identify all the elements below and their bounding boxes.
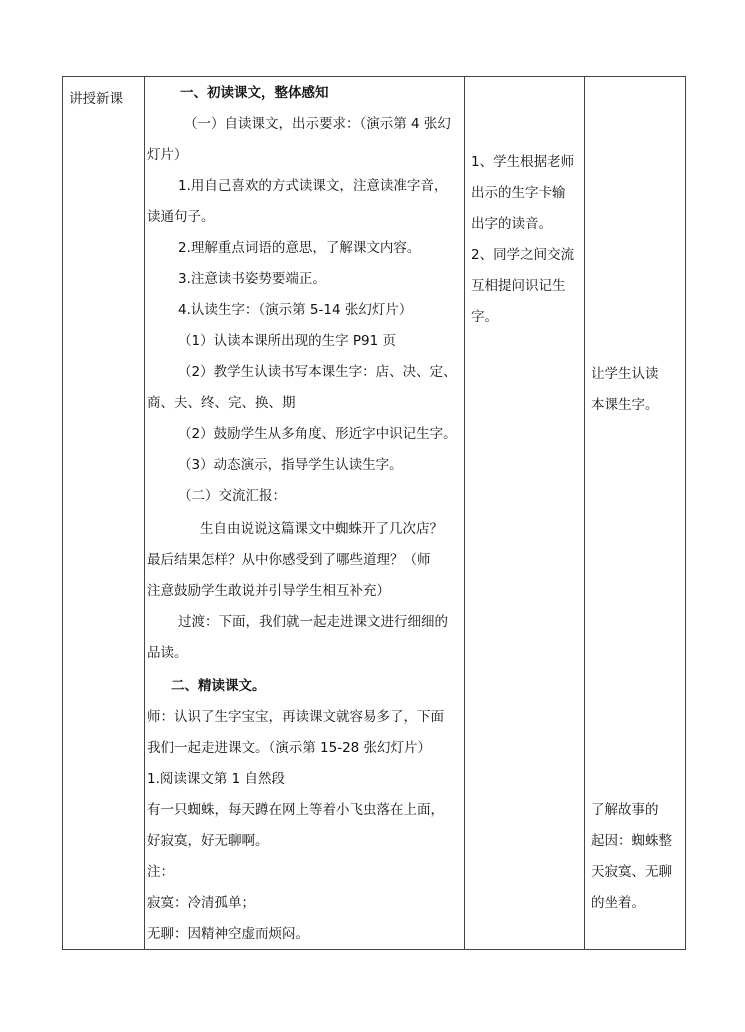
content-line: 过渡：下面，我们就一起走进课文进行细细的 [178, 614, 448, 630]
content-line: 注： [147, 864, 174, 880]
content-line: （2）鼓励学生从多角度、形近字中识记生字。 [178, 426, 457, 442]
student-line: 互相提问识记生 [471, 278, 566, 294]
content-line: 最后结果怎样？从中你感受到了哪些道理？（师 [147, 552, 431, 568]
content-line: 品读。 [147, 645, 188, 661]
content-line: 无聊：因精神空虚而烦闷。 [147, 926, 309, 942]
student-line: 字。 [471, 309, 498, 325]
content-line: （一）自读课文，出示要求：（演示第 4 张幻 [184, 116, 451, 132]
heading-close-reading: 二、精读课文。 [171, 678, 266, 694]
content-line: 3.注意读书姿势要端正。 [178, 271, 326, 287]
content-line: 灯片） [147, 147, 188, 163]
content-line: 1.阅读课文第 1 自然段 [147, 771, 286, 787]
purpose-line: 起因：蜘蛛整 [591, 833, 672, 849]
content-line: 注意鼓励学生敢说并引导学生相互补充） [147, 583, 390, 599]
content-line: 寂寞：冷清孤单； [147, 895, 255, 911]
content-line: 2.理解重点词语的意思，了解课文内容。 [178, 240, 421, 256]
lesson-plan-table [62, 76, 686, 950]
content-line: 有一只蜘蛛，每天蹲在网上等着小飞虫落在上面， [147, 802, 444, 818]
content-line: 4.认读生字：（演示第 5-14 张幻灯片） [178, 302, 413, 318]
heading-first-reading: 一、初读课文，整体感知 [180, 85, 329, 101]
purpose-note [591, 359, 659, 421]
content-line: 我们一起走进课文。（演示第 15-28 张幻灯片） [147, 740, 432, 756]
student-line: 1、学生根据老师 [471, 154, 575, 170]
content-line: 好寂寞，好无聊啊。 [147, 833, 269, 849]
student-line: 出示的生字卡输 [471, 185, 566, 201]
content-line: 读通句子。 [147, 209, 215, 225]
student-line: 2、同学之间交流 [471, 247, 575, 263]
purpose-line: 本课生字。 [591, 397, 659, 413]
purpose-line: 了解故事的 [591, 802, 659, 818]
content-line: （3）动态演示，指导学生认读生字。 [178, 457, 403, 473]
teaching-content-cell [144, 77, 464, 949]
content-line: 商、夫、终、完、换、期 [147, 395, 296, 411]
purpose-line: 天寂寞、无聊 [591, 864, 672, 880]
purpose-line: 的坐着。 [591, 895, 645, 911]
content-line: （2）教学生认读书写本课生字：店、决、定、 [178, 364, 457, 380]
purpose-note [591, 795, 672, 919]
section-label-cell [63, 77, 144, 949]
content-line: 师：认识了生字宝宝，再读课文就容易多了，下面 [147, 709, 444, 725]
content-line: 生自由说说这篇课文中蜘蛛开了几次店？ [200, 521, 443, 537]
section-label: 讲授新课 [69, 91, 123, 107]
content-line: （1）认读本课所出现的生字 P91 页 [178, 333, 396, 349]
content-line: （二）交流汇报： [178, 488, 286, 504]
student-line: 出字的读音。 [471, 216, 552, 232]
design-purpose-cell [584, 77, 687, 949]
content-line: 1.用自己喜欢的方式读课文，注意读准字音， [178, 178, 448, 194]
purpose-line: 让学生认读 [591, 366, 659, 382]
student-activity-cell [464, 77, 584, 949]
